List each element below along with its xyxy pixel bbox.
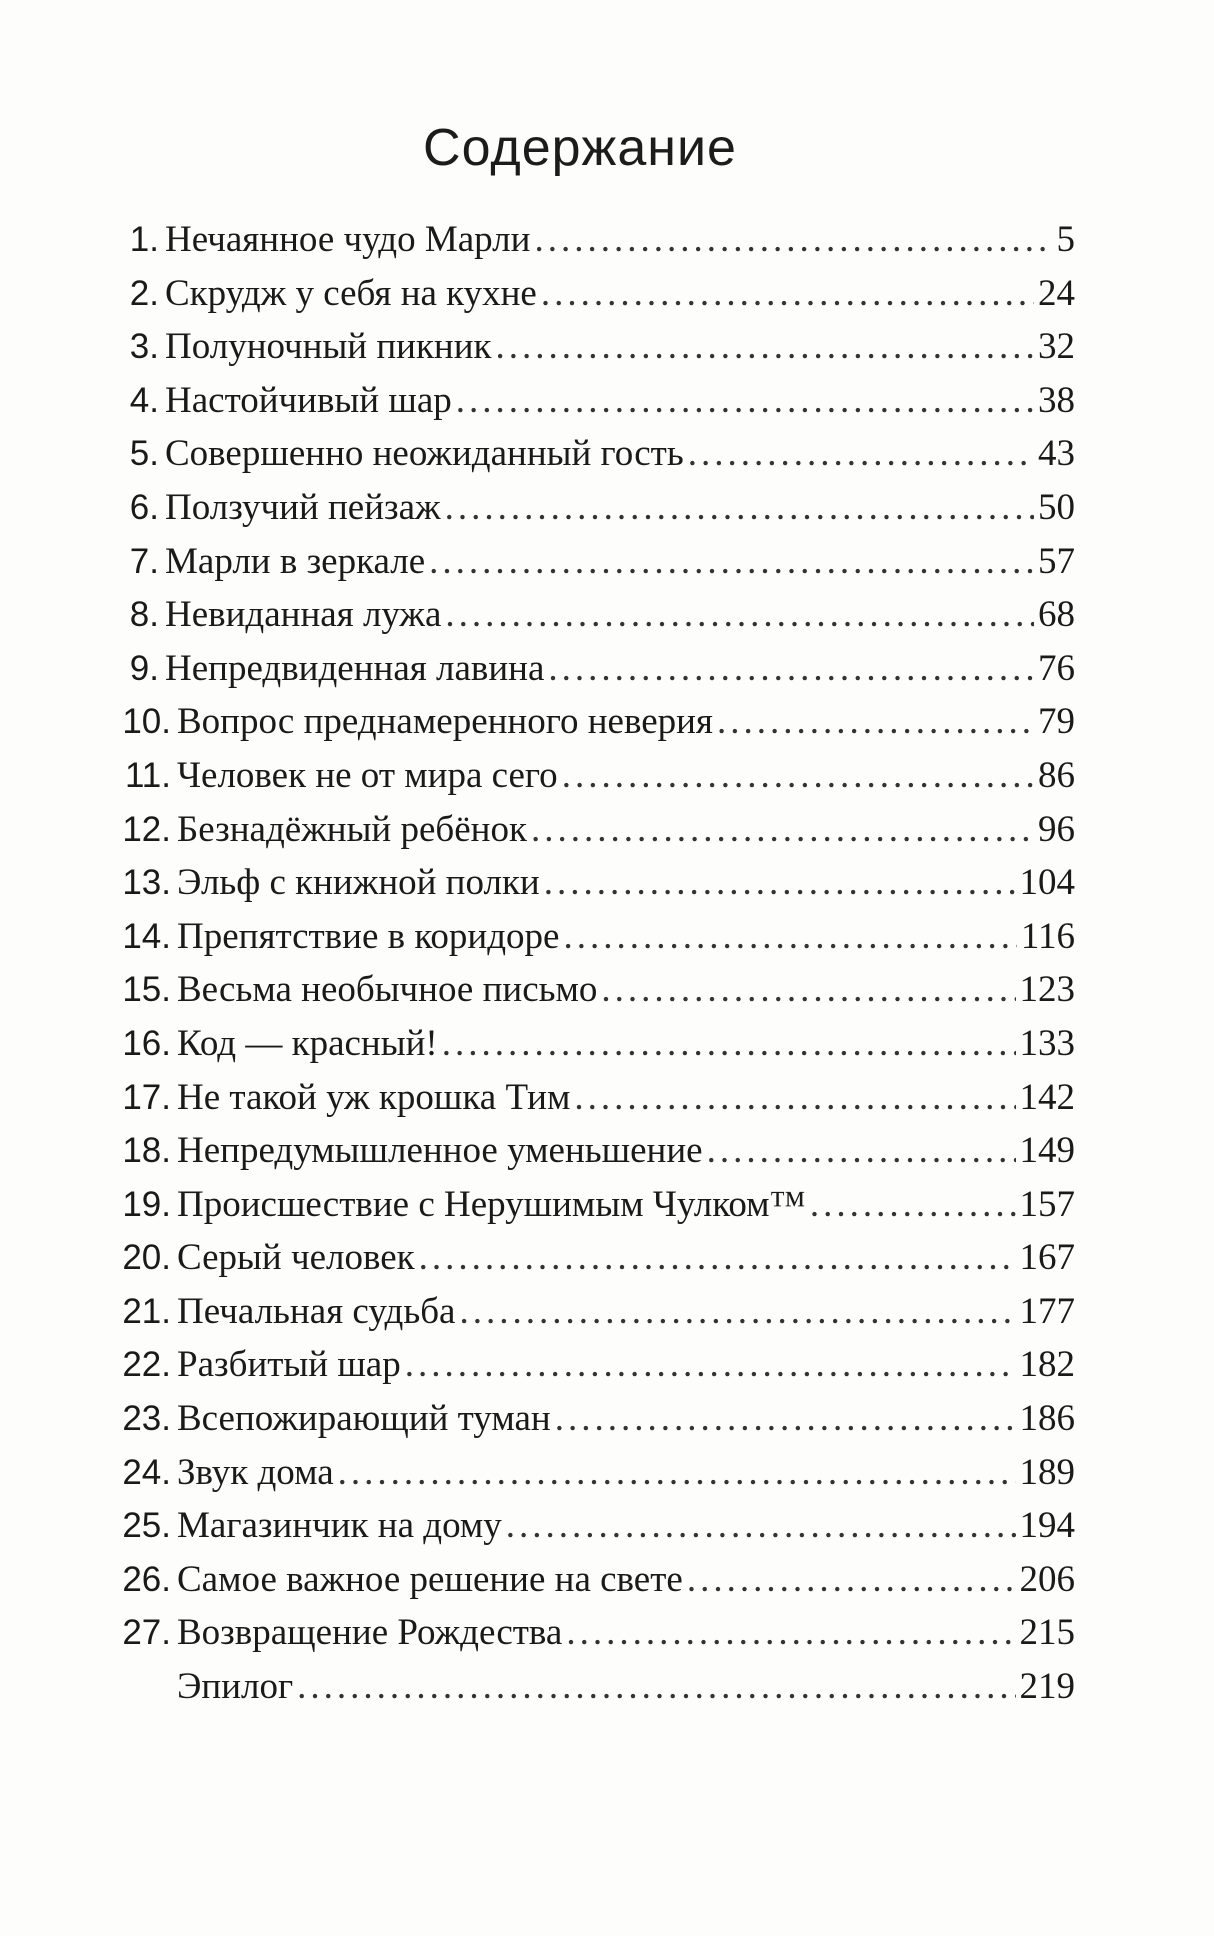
chapter-title: Печальная судьба	[177, 1290, 456, 1332]
dot-leader	[544, 861, 1016, 904]
dot-leader	[810, 1183, 1016, 1226]
toc-entry	[95, 1076, 1075, 1130]
page-number: 57	[1038, 540, 1075, 582]
dot-leader	[566, 1611, 1015, 1654]
chapter-title: Всепожирающий туман	[177, 1398, 551, 1440]
chapter-number: 2.	[129, 273, 159, 313]
chapter-number: 3.	[129, 327, 159, 367]
chapter-number: 18.	[122, 1131, 171, 1171]
toc-entry	[95, 1236, 1075, 1290]
dot-leader	[506, 1504, 1016, 1547]
toc-entry	[95, 647, 1075, 701]
chapter-title: Человек не от мира сего	[177, 754, 558, 796]
toc-entry	[95, 808, 1075, 862]
chapter-title: Серый человек	[177, 1237, 415, 1279]
chapter-title: Невиданная лужа	[165, 594, 442, 636]
chapter-number: 13.	[122, 863, 171, 903]
page-number: 50	[1038, 486, 1075, 528]
table-of-contents	[95, 218, 1075, 1719]
chapter-title: Происшествие с Нерушимым Чулком™	[177, 1183, 806, 1225]
toc-entry	[95, 968, 1075, 1022]
chapter-title: Вопрос преднамеренного неверия	[177, 701, 713, 743]
chapter-title: Ползучий пейзаж	[165, 486, 441, 528]
chapter-number: 14.	[122, 916, 171, 956]
dot-leader	[429, 540, 1034, 583]
dot-leader	[442, 1022, 1016, 1065]
page-number: 182	[1019, 1344, 1075, 1386]
chapter-title: Полуночный пикник	[165, 326, 492, 368]
toc-entry	[95, 1504, 1075, 1558]
dot-leader	[717, 700, 1034, 743]
dot-leader	[297, 1665, 1015, 1708]
page-number: 32	[1038, 326, 1075, 368]
dot-leader	[601, 968, 1015, 1011]
dot-leader	[687, 1558, 1016, 1601]
page-number: 157	[1019, 1183, 1075, 1225]
page-number: 38	[1038, 379, 1075, 421]
chapter-number: 22.	[122, 1345, 171, 1385]
toc-entry	[95, 218, 1075, 272]
chapter-title: Скрудж у себя на кухне	[165, 272, 537, 314]
chapter-number: 1.	[129, 220, 159, 259]
page-number: 5	[1056, 219, 1075, 260]
chapter-number: 21.	[122, 1291, 171, 1331]
chapter-number: 19.	[122, 1184, 171, 1224]
toc-entry-epilogue	[95, 1665, 1075, 1719]
toc-entry	[95, 1611, 1075, 1665]
page-number: 206	[1019, 1558, 1075, 1600]
chapter-title: Весьма необычное письмо	[177, 969, 598, 1011]
dot-leader	[563, 915, 1016, 958]
chapter-number: 24.	[122, 1452, 171, 1492]
page-number: 96	[1038, 808, 1075, 850]
chapter-number: 23.	[122, 1399, 171, 1439]
chapter-title: Самое важное решение на свете	[177, 1558, 683, 1600]
toc-entry	[95, 1558, 1075, 1612]
page-number: 123	[1019, 969, 1075, 1011]
dot-leader	[562, 754, 1034, 797]
page-number: 149	[1019, 1130, 1075, 1172]
toc-entry	[95, 1183, 1075, 1237]
dot-leader	[456, 379, 1034, 422]
dot-leader	[445, 593, 1034, 636]
toc-entry	[95, 325, 1075, 379]
dot-leader	[548, 647, 1034, 690]
page-number: 24	[1038, 272, 1075, 314]
chapter-number: 7.	[129, 541, 159, 581]
dot-leader	[574, 1076, 1015, 1119]
toc-entry	[95, 379, 1075, 433]
chapter-number: 4.	[129, 380, 159, 420]
page-number: 86	[1038, 754, 1075, 796]
page-number: 194	[1019, 1505, 1075, 1547]
page-number: 186	[1019, 1398, 1075, 1440]
chapter-number: 27.	[122, 1613, 171, 1653]
dot-leader	[541, 272, 1034, 315]
page-number: 215	[1019, 1612, 1075, 1654]
dot-leader	[707, 1129, 1016, 1172]
page-number: 116	[1020, 915, 1075, 957]
chapter-number: 5.	[129, 434, 159, 474]
page-number: 79	[1038, 701, 1075, 743]
dot-leader	[405, 1343, 1016, 1386]
toc-entry	[95, 915, 1075, 969]
page-number: 68	[1038, 594, 1075, 636]
chapter-title: Разбитый шар	[177, 1344, 401, 1386]
toc-entry	[95, 272, 1075, 326]
dot-leader	[419, 1236, 1016, 1279]
chapter-number: 9.	[129, 648, 159, 688]
chapter-number: 12.	[122, 809, 171, 849]
chapter-title: Эльф с книжной полки	[177, 862, 540, 904]
chapter-number: 16.	[122, 1023, 171, 1063]
chapter-number: 10.	[122, 702, 171, 742]
page-number: 76	[1038, 647, 1075, 689]
chapter-title: Код — красный!	[177, 1022, 438, 1064]
toc-entry	[95, 861, 1075, 915]
chapter-title: Не такой уж крошка Тим	[177, 1076, 571, 1118]
page-number: 189	[1019, 1451, 1075, 1493]
chapter-number: 17.	[122, 1077, 171, 1117]
dot-leader	[338, 1451, 1016, 1494]
dot-leader	[555, 1397, 1016, 1440]
toc-entry	[95, 1397, 1075, 1451]
dot-leader	[531, 808, 1034, 851]
toc-entry	[95, 1451, 1075, 1505]
toc-entry	[95, 700, 1075, 754]
toc-entry	[95, 754, 1075, 808]
page-number: 43	[1038, 433, 1075, 475]
page-number: 133	[1019, 1022, 1075, 1064]
chapter-number: 8.	[129, 595, 159, 635]
chapter-title: Возвращение Рождества	[177, 1612, 563, 1654]
toc-entry	[95, 593, 1075, 647]
chapter-title: Магазинчик на дому	[177, 1505, 502, 1547]
chapter-number: 6.	[129, 487, 159, 527]
toc-entry	[95, 540, 1075, 594]
dot-leader	[688, 432, 1034, 475]
page-number: 104	[1019, 862, 1075, 904]
page-number: 219	[1019, 1666, 1075, 1708]
toc-entry	[95, 1129, 1075, 1183]
page-number: 177	[1019, 1290, 1075, 1332]
chapter-title: Непредумышленное уменьшение	[177, 1130, 703, 1172]
chapter-title: Безнадёжный ребёнок	[177, 808, 527, 850]
toc-entry	[95, 486, 1075, 540]
chapter-title: Марли в зеркале	[165, 540, 426, 582]
toc-entry	[95, 1290, 1075, 1344]
chapter-title: Препятствие в коридоре	[177, 915, 560, 957]
dot-leader	[496, 325, 1034, 368]
toc-entry	[95, 1343, 1075, 1397]
dot-leader	[534, 218, 1052, 261]
chapter-number: 25.	[122, 1506, 171, 1546]
chapter-number: 15.	[122, 970, 171, 1010]
chapter-title: Нечаянное чудо Марли	[165, 219, 531, 260]
dot-leader	[445, 486, 1034, 529]
toc-entry	[95, 1022, 1075, 1076]
chapter-title: Эпилог	[177, 1666, 294, 1708]
page-title: Содержание	[423, 119, 737, 177]
chapter-title: Совершенно неожиданный гость	[165, 433, 684, 475]
page-number: 142	[1019, 1076, 1075, 1118]
chapter-title: Непредвиденная лавина	[165, 647, 545, 689]
chapter-number: 20.	[122, 1238, 171, 1278]
page-number: 167	[1019, 1237, 1075, 1279]
chapter-number: 26.	[122, 1559, 171, 1599]
toc-entry	[95, 432, 1075, 486]
chapter-title: Звук дома	[177, 1451, 334, 1493]
chapter-number: 11.	[124, 755, 171, 795]
dot-leader	[459, 1290, 1015, 1333]
chapter-title: Настойчивый шар	[165, 379, 452, 421]
